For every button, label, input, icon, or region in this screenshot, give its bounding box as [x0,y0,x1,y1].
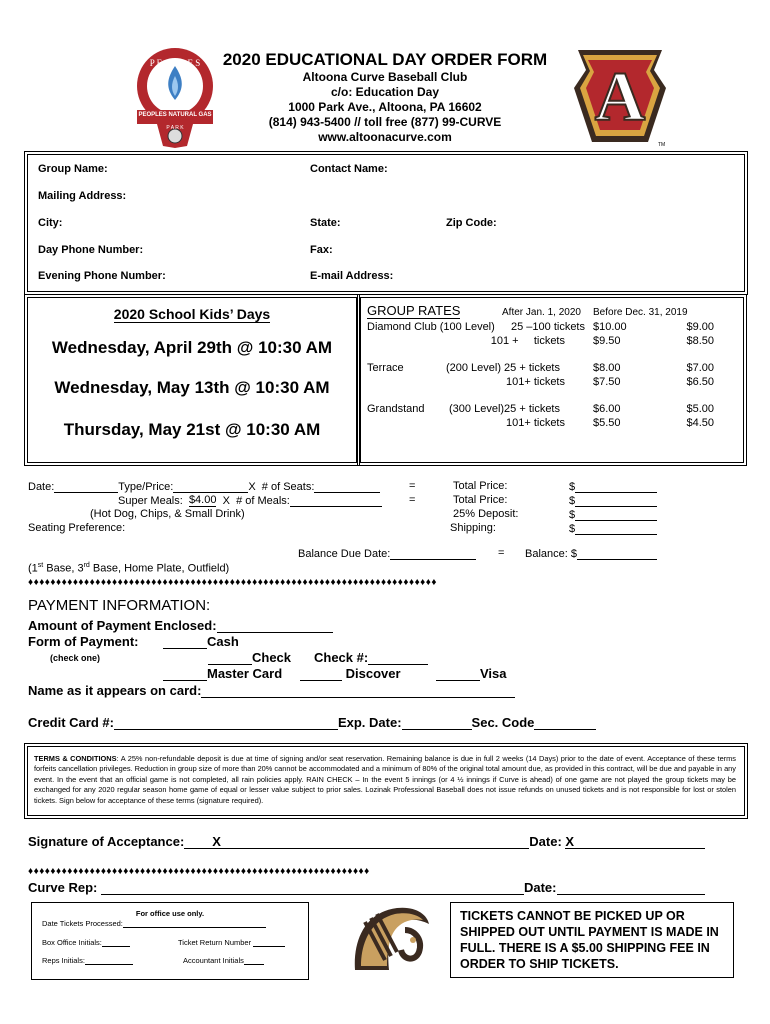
shipping-notice-text: TICKETS CANNOT BE PICKED UP OR SHIPPED OUT UNTIL PAYMENT IS MADE IN FULL. THERE IS A $5.00 SHIPPING FEE IN ORDER TO SHIP TICKETS. [460,909,719,971]
amount-line [28,618,333,633]
office-use-title: For office use only. [135,909,205,918]
school-days-title [27,306,357,323]
rate-ticket-range: (300 Level)25 + tickets [449,403,560,415]
accountant-field[interactable] [244,954,264,965]
discover-checkbox-line[interactable] [300,666,342,681]
visa-label: Visa [480,666,507,681]
amount-field[interactable] [217,618,333,633]
rate-price-before: $6.50 [686,376,714,388]
accountant-line [183,954,264,965]
date-processed-label: Date Tickets Processed: [42,919,123,928]
dollar-sign: $ [569,495,576,507]
rate-price-after: $10.00 [593,321,627,333]
total-price-field-2[interactable] [575,494,657,507]
balance-label: Balance: $ [525,548,577,560]
rate-level-name: Diamond Club (100 Level) [367,321,495,333]
type-price-field[interactable] [173,480,248,493]
rate-price-after: $6.00 [593,403,621,415]
discover-label: Discover [345,666,401,681]
balance-due-line [298,547,476,560]
zip-label: Zip Code: [446,217,497,229]
diamond-divider-1: ♦♦♦♦♦♦♦♦♦♦♦♦♦♦♦♦♦♦♦♦♦♦♦♦♦♦♦♦♦♦♦♦♦♦♦♦♦♦♦♦♦♦♦♦♦♦♦♦♦♦♦♦♦♦♦♦♦♦♦♦♦♦♦♦♦♦♦♦♦♦♦♦♦ [28,577,437,588]
box-office-line [42,936,130,947]
x-multiplier-1: X [248,481,256,493]
mastercard-option[interactable] [163,666,282,681]
group-rates-title-text: GROUP RATES [367,303,461,318]
reps-initials-field[interactable] [85,954,133,965]
seats-label: # of Seats: [261,481,315,493]
total-price-field-1[interactable] [575,480,657,493]
mastercard-checkbox-line[interactable] [163,666,207,681]
accountant-label: Accountant Initials [183,956,244,965]
seats-field[interactable] [314,480,380,493]
x-multiplier-2: X [222,495,230,507]
date-processed-line [42,917,266,928]
day-phone-label: Day Phone Number: [38,244,144,256]
day-option-3: Thursday, May 21st @ 10:30 AM [63,420,321,439]
shipping-label: Shipping: [450,522,496,534]
terms-label: TERMS & CONDITIONS [34,754,117,763]
note-part-b: Base, 3 [43,562,84,575]
shipping-amount [569,522,657,535]
street-address: 1000 Park Ave., Altoona, PA 16602 [288,100,482,114]
day-phone-field[interactable] [155,243,300,257]
website[interactable]: www.altoonacurve.com [318,130,452,144]
peoples-arc-text: P E O P L E S [149,58,201,68]
card-details-line [28,715,596,730]
day-option-2: Wednesday, May 13th @ 10:30 AM [54,378,330,397]
peoples-park-text: P A R K [166,125,184,131]
payment-heading: PAYMENT INFORMATION: [28,597,211,614]
evening-phone-field[interactable] [175,269,300,283]
rate-price-after: $7.50 [593,376,621,388]
curve-rep-date-label: Date: [523,880,557,895]
check-option[interactable] [208,650,291,665]
form-of-payment-label: Form of Payment: [28,634,139,649]
contact-name-field[interactable] [395,162,735,176]
check-number-field[interactable] [368,650,428,665]
trademark-mark: TM [658,142,666,148]
signature-date-x: X [565,834,575,849]
meal-desc: (Hot Dog, Chips, & Small Drink) [90,508,245,520]
ticket-return-line [178,936,285,947]
balance-due-date-field[interactable] [390,547,476,560]
name-on-card-field[interactable] [201,683,515,698]
peoples-park-logo [135,44,215,150]
dollar-sign: $ [569,481,576,493]
total-price-label-2: Total Price: [453,494,508,506]
rate-price-after: $8.00 [593,362,621,374]
col-after-header: After Jan. 1, 2020 [502,307,581,318]
cash-checkbox-line[interactable] [163,634,207,649]
reps-initials-label: Reps Initials: [42,956,85,965]
day-option-1: Wednesday, April 29th @ 10:30 AM [51,338,333,357]
col-before-header: Before Dec. 31, 2019 [593,307,688,318]
order-line-2 [118,494,382,507]
evening-phone-label: Evening Phone Number: [38,270,166,282]
diamond-divider-2: ♦♦♦♦♦♦♦♦♦♦♦♦♦♦♦♦♦♦♦♦♦♦♦♦♦♦♦♦♦♦♦♦♦♦♦♦♦♦♦♦♦♦♦♦♦♦♦♦♦♦♦♦♦♦♦♦♦♦♦♦♦ [28,866,370,877]
altoona-a-logo [570,46,670,154]
signature-date-field[interactable] [565,834,705,849]
box-office-label: Box Office Initials: [42,938,102,947]
peoples-ribbon-text: PEOPLES NATURAL GAS [138,112,212,118]
balance-due-date-label: Balance Due Date: [298,548,391,560]
signature-x: X [212,834,221,849]
state-label: State: [310,217,341,229]
sec-code-label: Sec. Code [471,715,535,730]
equals-1: = [409,480,416,492]
curve-rep-label: Curve Rep: [28,880,98,895]
exp-date-label: Exp. Date: [337,715,402,730]
visa-option[interactable] [436,666,507,681]
total-price-label-1: Total Price: [453,480,508,492]
zip-field[interactable] [505,216,735,230]
rate-price-before: $8.50 [686,335,714,347]
rate-ticket-range: 25 –100 tickets [511,321,585,333]
city-field[interactable] [70,216,300,230]
rate-ticket-range: 101 + tickets [490,335,565,347]
rate-price-before: $7.00 [686,362,714,374]
signature-field[interactable] [184,834,529,849]
deposit-label: 25% Deposit: [453,508,519,520]
check-label: Check [252,650,292,665]
cash-label: Cash [207,634,239,649]
signature-line [28,834,705,849]
dollar-sign: $ [569,523,576,535]
rate-price-after: $9.50 [593,335,621,347]
signature-date-label: Date: [529,834,562,849]
terms-text-block [34,754,736,806]
curve-rep-date-field[interactable] [557,880,705,895]
rate-price-before: $4.50 [686,417,714,429]
name-on-card-line [28,683,515,698]
fax-label: Fax: [310,244,333,256]
exp-date-field[interactable] [402,715,472,730]
note-part-a: (1 [28,562,38,575]
sec-code-field[interactable] [534,715,596,730]
discover-option[interactable] [300,666,401,681]
rate-ticket-range: 101+ tickets [505,417,565,429]
check-one-note: (check one) [50,653,101,663]
curve-rep-line [28,880,705,895]
credit-card-field[interactable] [114,715,338,730]
rate-price-before: $5.00 [686,403,714,415]
date-processed-field[interactable] [123,917,266,928]
terms-body: : A 25% non-refundable deposit is due at time of signing and/or seat reservation. Remaining balance is due in full 2 weeks (14 Days) prior to the date of event. Acceptance of these terms forfeits cancellation privileges. Reduction in group size of more than 20% cannot be accommodated and a minimum of 80% of the original total amount due, as provided in this contract, will be due and payable in any event. In the event that an official game is not completed, all rain policies apply. RAIN CHECK – In the event 5 innings (or 4 ½ innings if Curve is ahead) of one game are not played the group tickets may be exchanged for any 2020 regular season home game of equal or lesser value subject to prior sales. Lozinak Professional Baseball does not issue refunds on unused tickets and is not responsible for lost or stolen tickets. Sign below for acceptance of these terms (signature required). [34,754,736,805]
ticket-return-field[interactable] [253,936,285,947]
school-days-title-text: 2020 School Kids’ Days [113,306,271,322]
note-sup-rd: rd [83,562,90,569]
club-name: Altoona Curve Baseball Club [302,70,468,84]
curve-rep-field[interactable] [101,880,524,895]
email-field[interactable] [400,269,735,283]
mailing-address-field[interactable] [135,189,735,203]
date-field[interactable] [54,480,118,493]
balance-field[interactable] [577,547,657,560]
rate-ticket-range: 101+ tickets [505,376,565,388]
note-part-c: Base, Home Plate, Outfield) [89,562,230,575]
deposit-amount [569,508,657,521]
dollar-sign: $ [569,509,576,521]
name-on-card-label: Name as it appears on card: [28,683,202,698]
date-label: Date: [28,481,55,493]
meals-label: # of Meals: [236,495,290,507]
total-price-amount-2 [569,494,657,507]
group-rates-title [367,303,460,319]
type-price-label: Type/Price: [118,481,174,493]
cash-option[interactable] [163,634,239,649]
equals-2: = [409,494,416,506]
check-checkbox-line[interactable] [208,650,252,665]
rate-price-after: $5.50 [593,417,621,429]
order-line-1 [28,480,380,493]
form-title: 2020 EDUCATIONAL DAY ORDER FORM [222,50,548,69]
rate-price-before: $9.00 [686,321,714,333]
email-label: E-mail Address: [310,270,394,282]
phone-line: (814) 943-5400 // toll free (877) 99-CURVE [268,115,502,129]
amount-label: Amount of Payment Enclosed: [28,618,217,633]
curve-logo-graphic [345,900,435,978]
total-price-amount-1 [569,480,657,493]
meal-price: $4.00 [188,494,217,506]
note-sup-st: st [37,562,44,569]
attn-line: c/o: Education Day [330,85,440,99]
fax-field[interactable] [340,243,735,257]
mastercard-label: Master Card [207,666,283,681]
group-name-field[interactable] [110,162,300,176]
check-number-line [314,650,428,665]
rate-level-name: Grandstand [367,403,425,415]
ticket-return-label: Ticket Return Number [178,938,252,947]
meals-field[interactable] [290,494,382,507]
rate-ticket-range: (200 Level) 25 + tickets [445,362,560,374]
seating-pref-label: Seating Preference: [28,522,126,534]
check-number-label: Check #: [314,650,369,665]
equals-3: = [498,547,505,559]
visa-checkbox-line[interactable] [436,666,480,681]
shipping-field[interactable] [575,522,657,535]
credit-card-label: Credit Card #: [28,715,114,730]
reps-initials-line [42,954,133,965]
signature-label: Signature of Acceptance: [28,834,185,849]
balance-line [525,547,657,560]
box-office-field[interactable] [102,936,130,947]
contact-name-label: Contact Name: [310,163,388,175]
state-field[interactable] [350,216,440,230]
mailing-address-label: Mailing Address: [38,190,127,202]
super-meals-label: Super Meals: [118,495,183,507]
altoona-a-letter: A [594,59,646,136]
rate-level-name: Terrace [367,362,404,374]
group-name-label: Group Name: [38,163,108,175]
city-label: City: [38,217,63,229]
seating-pref-note [28,562,229,575]
curve-swoosh-logo [345,900,435,978]
deposit-field[interactable] [575,508,657,521]
